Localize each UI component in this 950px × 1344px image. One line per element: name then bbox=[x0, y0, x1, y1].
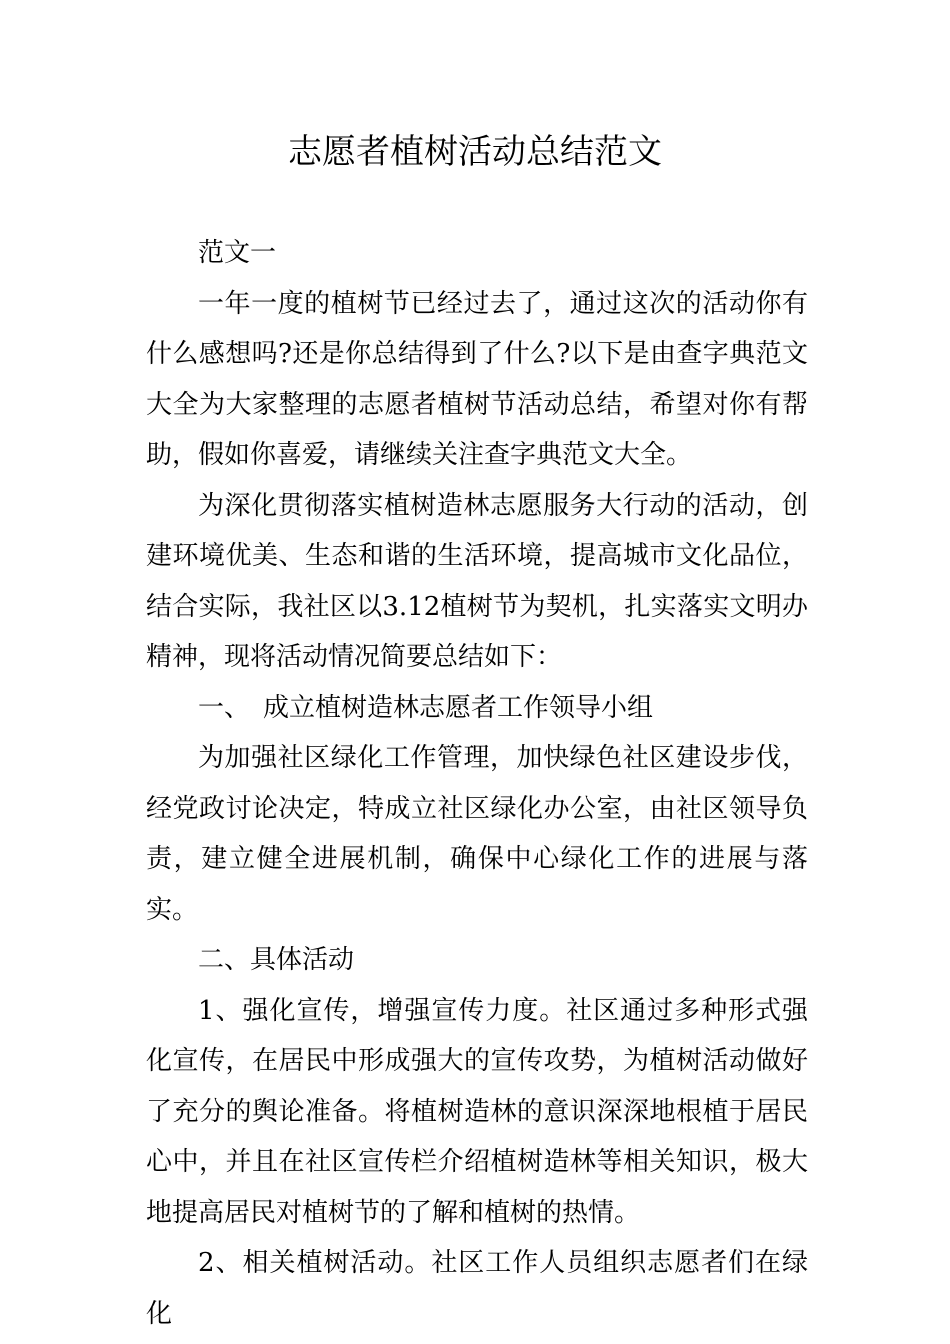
document-body bbox=[146, 228, 808, 1339]
section-heading-2: 二、具体活动 bbox=[198, 945, 355, 975]
document-title: 志愿者植树活动总结范文 bbox=[288, 132, 662, 172]
paragraph-planting: 2、相关植树活动。社区工作人员组织志愿者们在绿化 bbox=[146, 1248, 808, 1329]
paragraph-leadership: 为加强社区绿化工作管理，加快绿色社区建设步伐，经党政讨论决定，特成立社区绿化办公室，由社区领导负责，建立健全进展机制，确保中心绿化工作的进展与落实。 bbox=[146, 743, 808, 925]
paragraph-purpose: 为深化贯彻落实植树造林志愿服务大行动的活动，创建环境优美、生态和谐的生活环境，提高城市文化品位，结合实际，我社区以3.12植树节为契机，扎实落实文明办精神，现将活动情况简要总结如下： bbox=[146, 490, 808, 672]
paragraph-publicity: 1、强化宣传，增强宣传力度。社区通过多种形式强化宣传，在居民中形成强大的宣传攻势，为植树活动做好了充分的舆论准备。将植树造林的意识深深地根植于居民心中，并且在社区宣传栏介绍植树造林等相关知识，极大地提高居民对植树节的了解和植树的热情。 bbox=[146, 995, 808, 1228]
paragraph-intro: 一年一度的植树节已经过去了，通过这次的活动你有什么感想吗?还是你总结得到了什么?以下是由查字典范文大全为大家整理的志愿者植树节活动总结，希望对你有帮助，假如你喜爱，请继续关注查字典范文大全。 bbox=[146, 288, 808, 470]
paragraph-sample-label: 范文一 bbox=[198, 238, 277, 268]
section-heading-1: 一、 成立植树造林志愿者工作领导小组 bbox=[198, 692, 654, 723]
